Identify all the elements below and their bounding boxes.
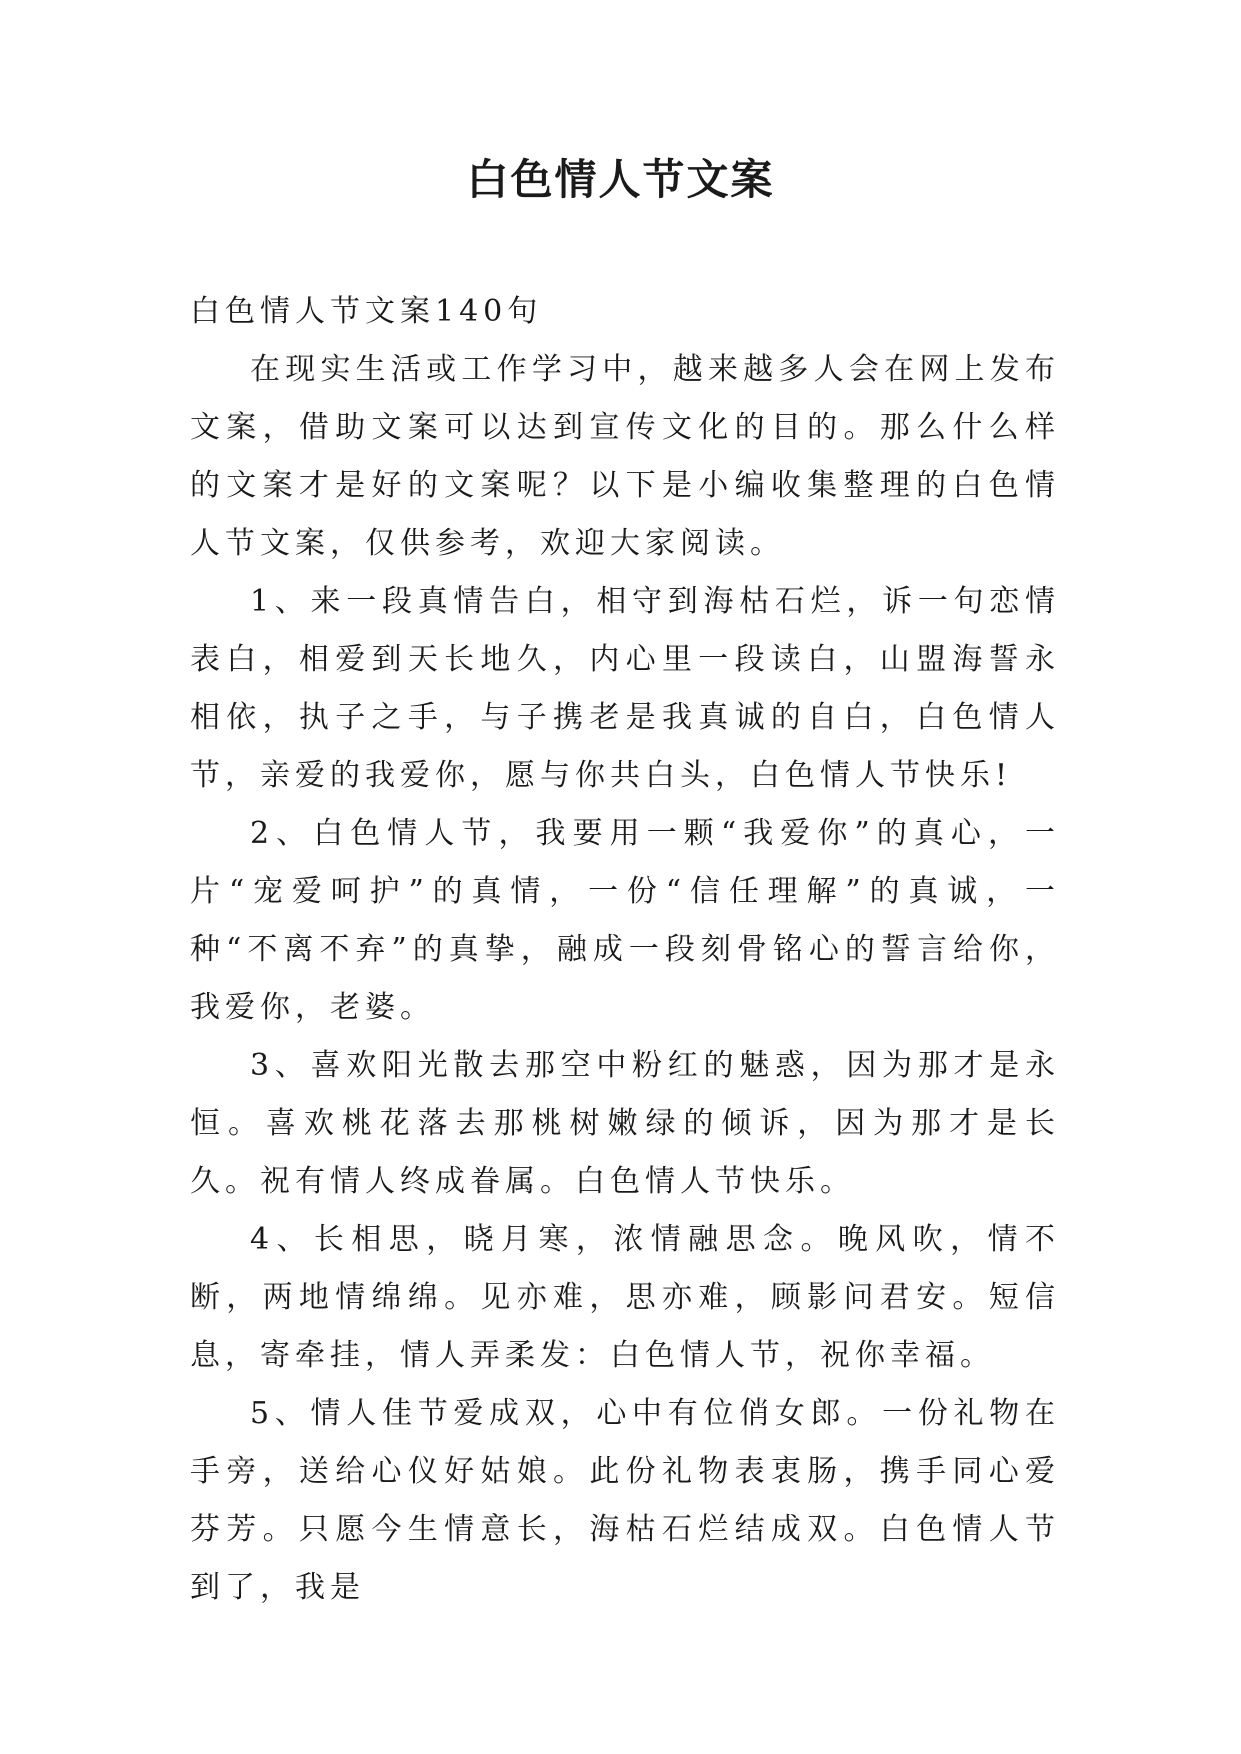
quote-paragraph-1: 1、来一段真情告白，相守到海枯石烂，诉一句恋情表白，相爱到天长地久，内心里一段读白，山盟海誓永相依，执子之手，与子携老是我真诚的自白，白色情人节，亲爱的我爱你，愿与你共白头，白色情人节快乐! [190, 584, 1060, 793]
document-title: 白色情人节文案 [466, 155, 775, 204]
document-subtitle: 白色情人节文案140句 [190, 294, 543, 329]
quote-paragraph-3: 3、喜欢阳光散去那空中粉红的魅惑，因为那才是永恒。喜欢桃花落去那桃树嫩绿的倾诉，因为那才是长久。祝有情人终成眷属。白色情人节快乐。 [190, 1048, 1060, 1199]
quote-paragraph-5: 5、情人佳节爱成双，心中有位俏女郎。一份礼物在手旁，送给心仪好姑娘。此份礼物表衷肠，携手同心爱芬芳。只愿今生情意长，海枯石烂结成双。白色情人节到了，我是 [190, 1396, 1060, 1605]
intro-paragraph: 在现实生活或工作学习中，越来越多人会在网上发布文案，借助文案可以达到宣传文化的目的。那么什么样的文案才是好的文案呢？以下是小编收集整理的白色情人节文案，仅供参考，欢迎大家阅读。 [190, 352, 1060, 561]
quote-paragraph-4: 4、长相思，晓月寒，浓情融思念。晚风吹，情不断，两地情绵绵。见亦难，思亦难，顾影问君安。短信息，寄牵挂，情人弄柔发：白色情人节，祝你幸福。 [190, 1222, 1060, 1373]
quote-paragraph-2: 2、白色情人节，我要用一颗“我爱你”的真心，一片“宠爱呵护”的真情，一份“信任理解”的真诚，一种“不离不弃”的真挚，融成一段刻骨铭心的誓言给你，我爱你，老婆。 [190, 816, 1060, 1025]
document-body [190, 283, 1060, 1617]
